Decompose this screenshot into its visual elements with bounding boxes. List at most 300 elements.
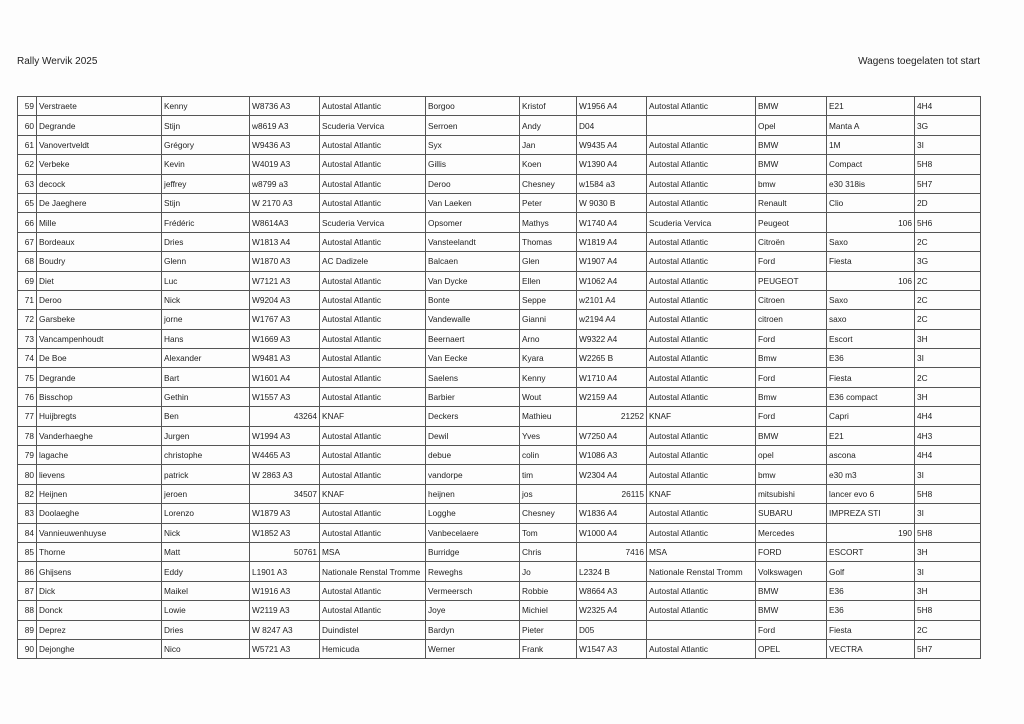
driver-club-cell: Autostal Atlantic	[320, 581, 426, 600]
driver-lastname-cell: Degrande	[37, 368, 162, 387]
car-class-cell: 2C	[915, 368, 981, 387]
codriver-lastname-cell: Van Eecke	[426, 349, 520, 368]
driver-lastname-cell: Bisschop	[37, 387, 162, 406]
car-make-cell: FORD	[756, 542, 827, 561]
driver-license-cell: W2119 A3	[250, 601, 320, 620]
car-make-cell: Volkswagen	[756, 562, 827, 581]
codriver-license-cell: W1062 A4	[577, 271, 647, 290]
car-model-cell: E36	[827, 581, 915, 600]
start-number-cell: 60	[18, 116, 37, 135]
table-row	[18, 484, 981, 503]
start-number-cell: 63	[18, 174, 37, 193]
codriver-firstname-cell: Glen	[520, 252, 577, 271]
driver-club-cell: Autostal Atlantic	[320, 426, 426, 445]
driver-license-cell: W9436 A3	[250, 135, 320, 154]
codriver-firstname-cell: Wout	[520, 387, 577, 406]
car-make-cell: BMW	[756, 601, 827, 620]
codriver-lastname-cell: Deroo	[426, 174, 520, 193]
codriver-lastname-cell: Van Laeken	[426, 193, 520, 212]
driver-firstname-cell: Bart	[162, 368, 250, 387]
codriver-license-cell: D05	[577, 620, 647, 639]
codriver-license-cell: W1740 A4	[577, 213, 647, 232]
driver-license-cell: W1601 A4	[250, 368, 320, 387]
car-model-cell: E21	[827, 97, 915, 116]
car-model-cell: 190	[827, 523, 915, 542]
driver-license-cell: W1852 A3	[250, 523, 320, 542]
codriver-club-cell: KNAF	[647, 407, 756, 426]
codriver-firstname-cell: Thomas	[520, 232, 577, 251]
car-class-cell: 3G	[915, 252, 981, 271]
driver-lastname-cell: Thorne	[37, 542, 162, 561]
car-model-cell: Capri	[827, 407, 915, 426]
codriver-lastname-cell: Joye	[426, 601, 520, 620]
car-model-cell: ascona	[827, 446, 915, 465]
codriver-club-cell: Autostal Atlantic	[647, 193, 756, 212]
start-number-cell: 68	[18, 252, 37, 271]
driver-firstname-cell: Matt	[162, 542, 250, 561]
car-make-cell: BMW	[756, 155, 827, 174]
car-class-cell: 3I	[915, 504, 981, 523]
car-model-cell: E36	[827, 601, 915, 620]
table-row	[18, 271, 981, 290]
table-row	[18, 523, 981, 542]
codriver-lastname-cell: vandorpe	[426, 465, 520, 484]
car-model-cell: 106	[827, 213, 915, 232]
driver-firstname-cell: Lowie	[162, 601, 250, 620]
car-make-cell: Ford	[756, 368, 827, 387]
driver-firstname-cell: Dries	[162, 232, 250, 251]
driver-lastname-cell: Degrande	[37, 116, 162, 135]
car-model-cell: e30 m3	[827, 465, 915, 484]
car-model-cell: 1M	[827, 135, 915, 154]
driver-club-cell: Autostal Atlantic	[320, 193, 426, 212]
driver-club-cell: Autostal Atlantic	[320, 504, 426, 523]
codriver-club-cell: Autostal Atlantic	[647, 135, 756, 154]
codriver-club-cell: Autostal Atlantic	[647, 349, 756, 368]
driver-lastname-cell: Bordeaux	[37, 232, 162, 251]
codriver-lastname-cell: Werner	[426, 639, 520, 658]
car-class-cell: 4H4	[915, 407, 981, 426]
driver-club-cell: Autostal Atlantic	[320, 290, 426, 309]
car-class-cell: 3I	[915, 562, 981, 581]
car-class-cell: 2C	[915, 290, 981, 309]
car-make-cell: BMW	[756, 581, 827, 600]
codriver-firstname-cell: Jo	[520, 562, 577, 581]
driver-firstname-cell: Maikel	[162, 581, 250, 600]
start-number-cell: 76	[18, 387, 37, 406]
driver-lastname-cell: decock	[37, 174, 162, 193]
car-model-cell: Fiesta	[827, 368, 915, 387]
driver-license-cell: W8614A3	[250, 213, 320, 232]
driver-club-cell: Autostal Atlantic	[320, 271, 426, 290]
driver-lastname-cell: Deroo	[37, 290, 162, 309]
codriver-lastname-cell: Vanbecelaere	[426, 523, 520, 542]
driver-license-cell: W9481 A3	[250, 349, 320, 368]
driver-license-cell: 34507	[250, 484, 320, 503]
table-row	[18, 97, 981, 116]
driver-license-cell: W7121 A3	[250, 271, 320, 290]
car-make-cell: SUBARU	[756, 504, 827, 523]
codriver-lastname-cell: Van Dycke	[426, 271, 520, 290]
codriver-club-cell: Autostal Atlantic	[647, 252, 756, 271]
driver-firstname-cell: Luc	[162, 271, 250, 290]
codriver-lastname-cell: debue	[426, 446, 520, 465]
car-class-cell: 3I	[915, 135, 981, 154]
codriver-license-cell: W2325 A4	[577, 601, 647, 620]
driver-license-cell: W4019 A3	[250, 155, 320, 174]
car-make-cell: Ford	[756, 407, 827, 426]
driver-lastname-cell: lagache	[37, 446, 162, 465]
start-number-cell: 84	[18, 523, 37, 542]
codriver-lastname-cell: Bonte	[426, 290, 520, 309]
driver-license-cell: 43264	[250, 407, 320, 426]
driver-club-cell: Scuderia Vervica	[320, 213, 426, 232]
table-row	[18, 407, 981, 426]
driver-club-cell: KNAF	[320, 484, 426, 503]
codriver-license-cell: W 9030 B	[577, 193, 647, 212]
driver-club-cell: Autostal Atlantic	[320, 232, 426, 251]
start-number-cell: 80	[18, 465, 37, 484]
car-make-cell: bmw	[756, 174, 827, 193]
start-number-cell: 73	[18, 329, 37, 348]
driver-lastname-cell: Boudry	[37, 252, 162, 271]
car-model-cell: Escort	[827, 329, 915, 348]
codriver-firstname-cell: colin	[520, 446, 577, 465]
car-make-cell: Peugeot	[756, 213, 827, 232]
codriver-firstname-cell: Chesney	[520, 504, 577, 523]
car-model-cell: e30 318is	[827, 174, 915, 193]
car-make-cell: Ford	[756, 252, 827, 271]
driver-firstname-cell: Frédéric	[162, 213, 250, 232]
codriver-lastname-cell: heijnen	[426, 484, 520, 503]
car-class-cell: 4H4	[915, 97, 981, 116]
driver-firstname-cell: patrick	[162, 465, 250, 484]
codriver-club-cell: Autostal Atlantic	[647, 155, 756, 174]
codriver-license-cell: W9322 A4	[577, 329, 647, 348]
driver-license-cell: W1557 A3	[250, 387, 320, 406]
codriver-club-cell: MSA	[647, 542, 756, 561]
codriver-license-cell: W1956 A4	[577, 97, 647, 116]
codriver-license-cell: W1819 A4	[577, 232, 647, 251]
driver-license-cell: W1669 A3	[250, 329, 320, 348]
car-make-cell: Opel	[756, 116, 827, 135]
start-number-cell: 69	[18, 271, 37, 290]
start-number-cell: 75	[18, 368, 37, 387]
car-make-cell: Bmw	[756, 349, 827, 368]
codriver-license-cell: W9435 A4	[577, 135, 647, 154]
table-row	[18, 349, 981, 368]
codriver-club-cell: Autostal Atlantic	[647, 601, 756, 620]
driver-firstname-cell: Grégory	[162, 135, 250, 154]
driver-firstname-cell: Nico	[162, 639, 250, 658]
codriver-firstname-cell: Kristof	[520, 97, 577, 116]
codriver-club-cell: Scuderia Vervica	[647, 213, 756, 232]
codriver-lastname-cell: Gillis	[426, 155, 520, 174]
driver-license-cell: 50761	[250, 542, 320, 561]
driver-lastname-cell: Doolaeghe	[37, 504, 162, 523]
codriver-club-cell: Autostal Atlantic	[647, 465, 756, 484]
car-make-cell: Ford	[756, 329, 827, 348]
codriver-lastname-cell: Dewil	[426, 426, 520, 445]
start-number-cell: 72	[18, 310, 37, 329]
codriver-firstname-cell: Tom	[520, 523, 577, 542]
driver-firstname-cell: Stijn	[162, 193, 250, 212]
driver-lastname-cell: Heijnen	[37, 484, 162, 503]
driver-lastname-cell: Ghijsens	[37, 562, 162, 581]
driver-license-cell: W5721 A3	[250, 639, 320, 658]
driver-license-cell: L1901 A3	[250, 562, 320, 581]
codriver-license-cell: w2101 A4	[577, 290, 647, 309]
car-class-cell: 5H8	[915, 601, 981, 620]
codriver-club-cell: Autostal Atlantic	[647, 329, 756, 348]
codriver-lastname-cell: Balcaen	[426, 252, 520, 271]
start-number-cell: 61	[18, 135, 37, 154]
car-make-cell: Bmw	[756, 387, 827, 406]
codriver-club-cell: Autostal Atlantic	[647, 504, 756, 523]
codriver-club-cell: KNAF	[647, 484, 756, 503]
driver-lastname-cell: Deprez	[37, 620, 162, 639]
codriver-firstname-cell: tim	[520, 465, 577, 484]
driver-club-cell: Autostal Atlantic	[320, 310, 426, 329]
table-row	[18, 581, 981, 600]
table-row	[18, 290, 981, 309]
document-title: Rally Wervik 2025	[17, 56, 98, 67]
driver-firstname-cell: jeroen	[162, 484, 250, 503]
codriver-license-cell: W1000 A4	[577, 523, 647, 542]
start-number-cell: 83	[18, 504, 37, 523]
car-make-cell: PEUGEOT	[756, 271, 827, 290]
driver-lastname-cell: Vanovertveldt	[37, 135, 162, 154]
car-model-cell: ESCORT	[827, 542, 915, 561]
codriver-lastname-cell: Burridge	[426, 542, 520, 561]
driver-club-cell: Autostal Atlantic	[320, 368, 426, 387]
driver-firstname-cell: Gethin	[162, 387, 250, 406]
table-row	[18, 368, 981, 387]
table-row	[18, 310, 981, 329]
car-model-cell: Fiesta	[827, 252, 915, 271]
car-make-cell: OPEL	[756, 639, 827, 658]
driver-club-cell: Autostal Atlantic	[320, 387, 426, 406]
table-row	[18, 601, 981, 620]
driver-firstname-cell: Kenny	[162, 97, 250, 116]
driver-license-cell: W1813 A4	[250, 232, 320, 251]
table-row	[18, 504, 981, 523]
codriver-lastname-cell: Opsomer	[426, 213, 520, 232]
driver-lastname-cell: Vannieuwenhuyse	[37, 523, 162, 542]
driver-club-cell: Scuderia Vervica	[320, 116, 426, 135]
driver-lastname-cell: Dejonghe	[37, 639, 162, 658]
codriver-club-cell: Autostal Atlantic	[647, 426, 756, 445]
car-class-cell: 5H8	[915, 523, 981, 542]
driver-lastname-cell: Mille	[37, 213, 162, 232]
driver-firstname-cell: christophe	[162, 446, 250, 465]
driver-club-cell: MSA	[320, 542, 426, 561]
codriver-club-cell: Autostal Atlantic	[647, 271, 756, 290]
driver-license-cell: W8736 A3	[250, 97, 320, 116]
codriver-license-cell: W1547 A3	[577, 639, 647, 658]
car-class-cell: 2C	[915, 232, 981, 251]
start-number-cell: 89	[18, 620, 37, 639]
car-make-cell: mitsubishi	[756, 484, 827, 503]
driver-lastname-cell: Huijbregts	[37, 407, 162, 426]
car-class-cell: 3H	[915, 581, 981, 600]
car-make-cell: Ford	[756, 620, 827, 639]
car-model-cell: saxo	[827, 310, 915, 329]
driver-firstname-cell: Dries	[162, 620, 250, 639]
codriver-firstname-cell: Koen	[520, 155, 577, 174]
codriver-lastname-cell: Deckers	[426, 407, 520, 426]
codriver-firstname-cell: Pieter	[520, 620, 577, 639]
car-model-cell: 106	[827, 271, 915, 290]
entry-list-table	[17, 96, 981, 659]
car-class-cell: 3H	[915, 329, 981, 348]
car-class-cell: 2C	[915, 271, 981, 290]
codriver-firstname-cell: Andy	[520, 116, 577, 135]
driver-lastname-cell: De Jaeghere	[37, 193, 162, 212]
car-model-cell: Saxo	[827, 290, 915, 309]
driver-firstname-cell: jorne	[162, 310, 250, 329]
codriver-club-cell: Autostal Atlantic	[647, 310, 756, 329]
driver-club-cell: Hemicuda	[320, 639, 426, 658]
car-class-cell: 3H	[915, 542, 981, 561]
driver-license-cell: W1879 A3	[250, 504, 320, 523]
codriver-club-cell: Nationale Renstal Tromm	[647, 562, 756, 581]
codriver-license-cell: w2194 A4	[577, 310, 647, 329]
driver-firstname-cell: Eddy	[162, 562, 250, 581]
codriver-lastname-cell: Vansteelandt	[426, 232, 520, 251]
driver-license-cell: W 8247 A3	[250, 620, 320, 639]
table-row	[18, 387, 981, 406]
codriver-club-cell: Autostal Atlantic	[647, 290, 756, 309]
codriver-lastname-cell: Serroen	[426, 116, 520, 135]
codriver-lastname-cell: Vermeersch	[426, 581, 520, 600]
car-model-cell: E36	[827, 349, 915, 368]
codriver-firstname-cell: Chesney	[520, 174, 577, 193]
driver-lastname-cell: Garsbeke	[37, 310, 162, 329]
codriver-lastname-cell: Borgoo	[426, 97, 520, 116]
codriver-firstname-cell: Kenny	[520, 368, 577, 387]
table-row	[18, 155, 981, 174]
table-row	[18, 329, 981, 348]
car-model-cell: lancer evo 6	[827, 484, 915, 503]
codriver-license-cell: L2324 B	[577, 562, 647, 581]
codriver-firstname-cell: Ellen	[520, 271, 577, 290]
start-number-cell: 67	[18, 232, 37, 251]
codriver-club-cell: Autostal Atlantic	[647, 639, 756, 658]
car-model-cell: Compact	[827, 155, 915, 174]
start-number-cell: 82	[18, 484, 37, 503]
codriver-club-cell: Autostal Atlantic	[647, 97, 756, 116]
start-number-cell: 74	[18, 349, 37, 368]
table-row	[18, 213, 981, 232]
car-model-cell: Clio	[827, 193, 915, 212]
driver-firstname-cell: Alexander	[162, 349, 250, 368]
car-make-cell: BMW	[756, 426, 827, 445]
codriver-firstname-cell: Mathys	[520, 213, 577, 232]
codriver-firstname-cell: Robbie	[520, 581, 577, 600]
car-make-cell: citroen	[756, 310, 827, 329]
car-class-cell: 4H3	[915, 426, 981, 445]
table-row	[18, 562, 981, 581]
car-model-cell: Fiesta	[827, 620, 915, 639]
table-row	[18, 639, 981, 658]
driver-club-cell: Autostal Atlantic	[320, 329, 426, 348]
driver-license-cell: w8619 A3	[250, 116, 320, 135]
table-row	[18, 465, 981, 484]
car-class-cell: 3I	[915, 465, 981, 484]
car-class-cell: 5H7	[915, 639, 981, 658]
codriver-firstname-cell: Jan	[520, 135, 577, 154]
codriver-license-cell: w1584 a3	[577, 174, 647, 193]
driver-club-cell: Nationale Renstal Tromme	[320, 562, 426, 581]
driver-lastname-cell: Dick	[37, 581, 162, 600]
car-class-cell: 4H4	[915, 446, 981, 465]
driver-firstname-cell: Hans	[162, 329, 250, 348]
codriver-firstname-cell: Yves	[520, 426, 577, 445]
codriver-firstname-cell: Michiel	[520, 601, 577, 620]
car-class-cell: 5H6	[915, 213, 981, 232]
driver-firstname-cell: Nick	[162, 523, 250, 542]
car-model-cell: E21	[827, 426, 915, 445]
codriver-firstname-cell: Gianni	[520, 310, 577, 329]
codriver-firstname-cell: Frank	[520, 639, 577, 658]
codriver-license-cell: W7250 A4	[577, 426, 647, 445]
codriver-lastname-cell: Bardyn	[426, 620, 520, 639]
driver-license-cell: W 2170 A3	[250, 193, 320, 212]
driver-license-cell: w8799 a3	[250, 174, 320, 193]
table-row	[18, 426, 981, 445]
codriver-license-cell: W1390 A4	[577, 155, 647, 174]
codriver-license-cell: W2265 B	[577, 349, 647, 368]
driver-firstname-cell: Lorenzo	[162, 504, 250, 523]
start-number-cell: 88	[18, 601, 37, 620]
car-class-cell: 3I	[915, 349, 981, 368]
start-number-cell: 90	[18, 639, 37, 658]
car-make-cell: Renault	[756, 193, 827, 212]
driver-lastname-cell: Vanderhaeghe	[37, 426, 162, 445]
driver-firstname-cell: Glenn	[162, 252, 250, 271]
codriver-firstname-cell: Seppe	[520, 290, 577, 309]
start-number-cell: 62	[18, 155, 37, 174]
driver-lastname-cell: lievens	[37, 465, 162, 484]
car-make-cell: Citroen	[756, 290, 827, 309]
table-row	[18, 232, 981, 251]
document-subtitle: Wagens toegelaten tot start	[858, 56, 980, 67]
codriver-license-cell: D04	[577, 116, 647, 135]
car-make-cell: opel	[756, 446, 827, 465]
codriver-lastname-cell: Barbier	[426, 387, 520, 406]
codriver-license-cell: W8664 A3	[577, 581, 647, 600]
driver-license-cell: W1994 A3	[250, 426, 320, 445]
driver-club-cell: Autostal Atlantic	[320, 135, 426, 154]
codriver-firstname-cell: Mathieu	[520, 407, 577, 426]
table-row	[18, 135, 981, 154]
table-row	[18, 542, 981, 561]
driver-club-cell: Autostal Atlantic	[320, 174, 426, 193]
codriver-club-cell	[647, 116, 756, 135]
driver-license-cell: W1767 A3	[250, 310, 320, 329]
codriver-club-cell: Autostal Atlantic	[647, 368, 756, 387]
driver-license-cell: W1870 A3	[250, 252, 320, 271]
start-number-cell: 65	[18, 193, 37, 212]
codriver-firstname-cell: Peter	[520, 193, 577, 212]
codriver-license-cell: W2304 A4	[577, 465, 647, 484]
car-class-cell: 5H8	[915, 155, 981, 174]
codriver-lastname-cell: Reweghs	[426, 562, 520, 581]
codriver-club-cell: Autostal Atlantic	[647, 581, 756, 600]
codriver-club-cell: Autostal Atlantic	[647, 446, 756, 465]
table-row	[18, 116, 981, 135]
